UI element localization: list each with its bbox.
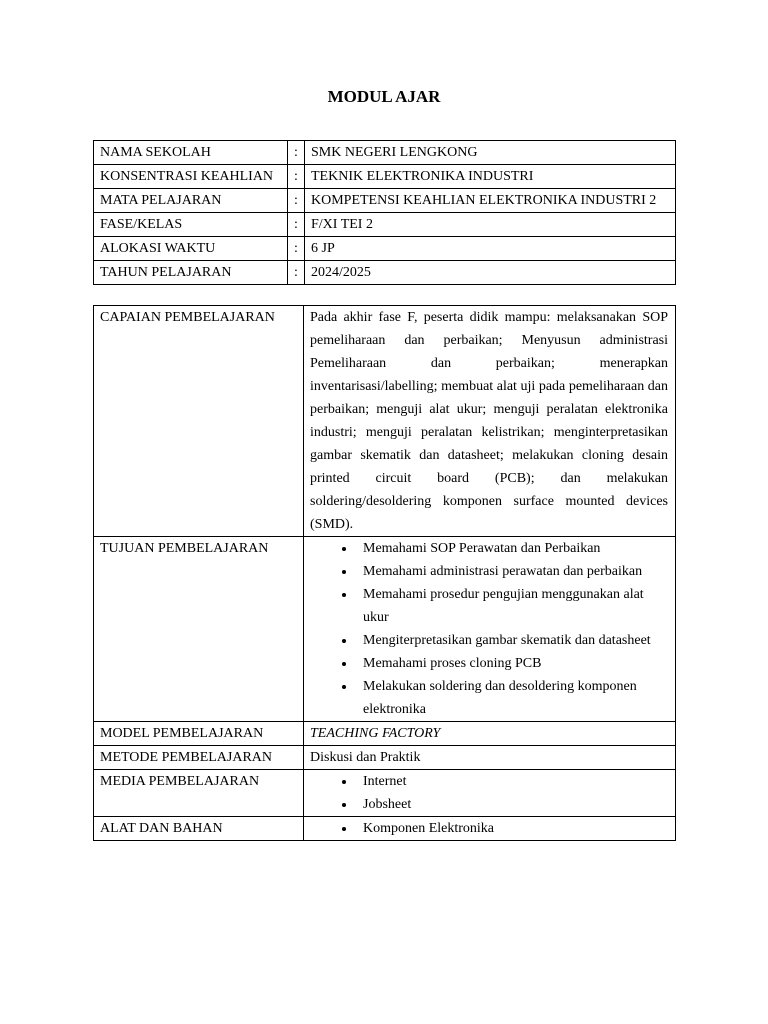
identity-separator: : <box>288 141 305 165</box>
model-label: MODEL PEMBELAJARAN <box>94 722 304 746</box>
alat-list <box>310 817 669 840</box>
table-row <box>94 817 676 841</box>
list-item: • Komponen Elektronika <box>356 817 669 840</box>
metode-label: METODE PEMBELAJARAN <box>94 746 304 770</box>
identity-value: TEKNIK ELEKTRONIKA INDUSTRI <box>305 165 676 189</box>
tujuan-list <box>310 537 669 721</box>
table-row <box>94 770 676 817</box>
model-value: TEACHING FACTORY <box>304 722 676 746</box>
media-list <box>310 770 669 816</box>
list-item: • Jobsheet <box>356 793 669 816</box>
identity-value: SMK NEGERI LENGKONG <box>305 141 676 165</box>
identity-label: TAHUN PELAJARAN <box>94 261 288 285</box>
table-row <box>94 746 676 770</box>
capaian-text: Pada akhir fase F, peserta didik mampu: melaksanakan SOP pemeliharaan dan perbaikan; Menyusun administrasi Pemeliharaan dan perbaikan; menerapkan inventarisasi/labelling; membuat alat uji pada pemeliharaan dan perbaikan; menguji alat ukur; menguji peralatan elektronika industri; menguji peralatan kelistrikan; menginterpretasikan gambar skematik dan datasheet; melakukan cloning desain printed circuit board (PCB); dan melakukan soldering/desoldering komponen surface mounted devices (SMD). <box>304 306 676 537</box>
list-item: • Memahami prosedur pengujian menggunakan alat ukur <box>356 583 669 629</box>
tujuan-label: TUJUAN PEMBELAJARAN <box>94 537 304 722</box>
identity-value: 2024/2025 <box>305 261 676 285</box>
media-label: MEDIA PEMBELAJARAN <box>94 770 304 817</box>
table-row <box>94 537 676 722</box>
identity-label: ALOKASI WAKTU <box>94 237 288 261</box>
identity-separator: : <box>288 189 305 213</box>
list-item: • Memahami SOP Perawatan dan Perbaikan <box>356 537 669 560</box>
table-row <box>94 141 676 165</box>
alat-label: ALAT DAN BAHAN <box>94 817 304 841</box>
identity-label: FASE/KELAS <box>94 213 288 237</box>
list-item: • Melakukan soldering dan desoldering komponen elektronika <box>356 675 669 721</box>
identity-label: NAMA SEKOLAH <box>94 141 288 165</box>
identity-value: 6 JP <box>305 237 676 261</box>
list-item: • Memahami administrasi perawatan dan perbaikan <box>356 560 669 583</box>
capaian-label: CAPAIAN PEMBELAJARAN <box>94 306 304 537</box>
table-row <box>94 722 676 746</box>
list-item: • Internet <box>356 770 669 793</box>
identity-value: F/XI TEI 2 <box>305 213 676 237</box>
table-row <box>94 213 676 237</box>
identity-separator: : <box>288 165 305 189</box>
document-title: MODUL AJAR <box>327 87 441 106</box>
content-table <box>93 305 676 841</box>
media-cell <box>304 770 676 817</box>
identity-separator: : <box>288 213 305 237</box>
list-item: • Mengiterpretasikan gambar skematik dan datasheet <box>356 629 669 652</box>
alat-cell <box>304 817 676 841</box>
identity-label: KONSENTRASI KEAHLIAN <box>94 165 288 189</box>
table-row <box>94 237 676 261</box>
identity-label: MATA PELAJARAN <box>94 189 288 213</box>
identity-separator: : <box>288 237 305 261</box>
metode-value: Diskusi dan Praktik <box>304 746 676 770</box>
tujuan-cell <box>304 537 676 722</box>
identity-value: KOMPETENSI KEAHLIAN ELEKTRONIKA INDUSTRI 2 <box>305 189 676 213</box>
list-item: • Memahami proses cloning PCB <box>356 652 669 675</box>
identity-table <box>93 140 676 285</box>
identity-separator: : <box>288 261 305 285</box>
table-row <box>94 189 676 213</box>
table-row <box>94 306 676 537</box>
table-row <box>94 261 676 285</box>
table-row <box>94 165 676 189</box>
